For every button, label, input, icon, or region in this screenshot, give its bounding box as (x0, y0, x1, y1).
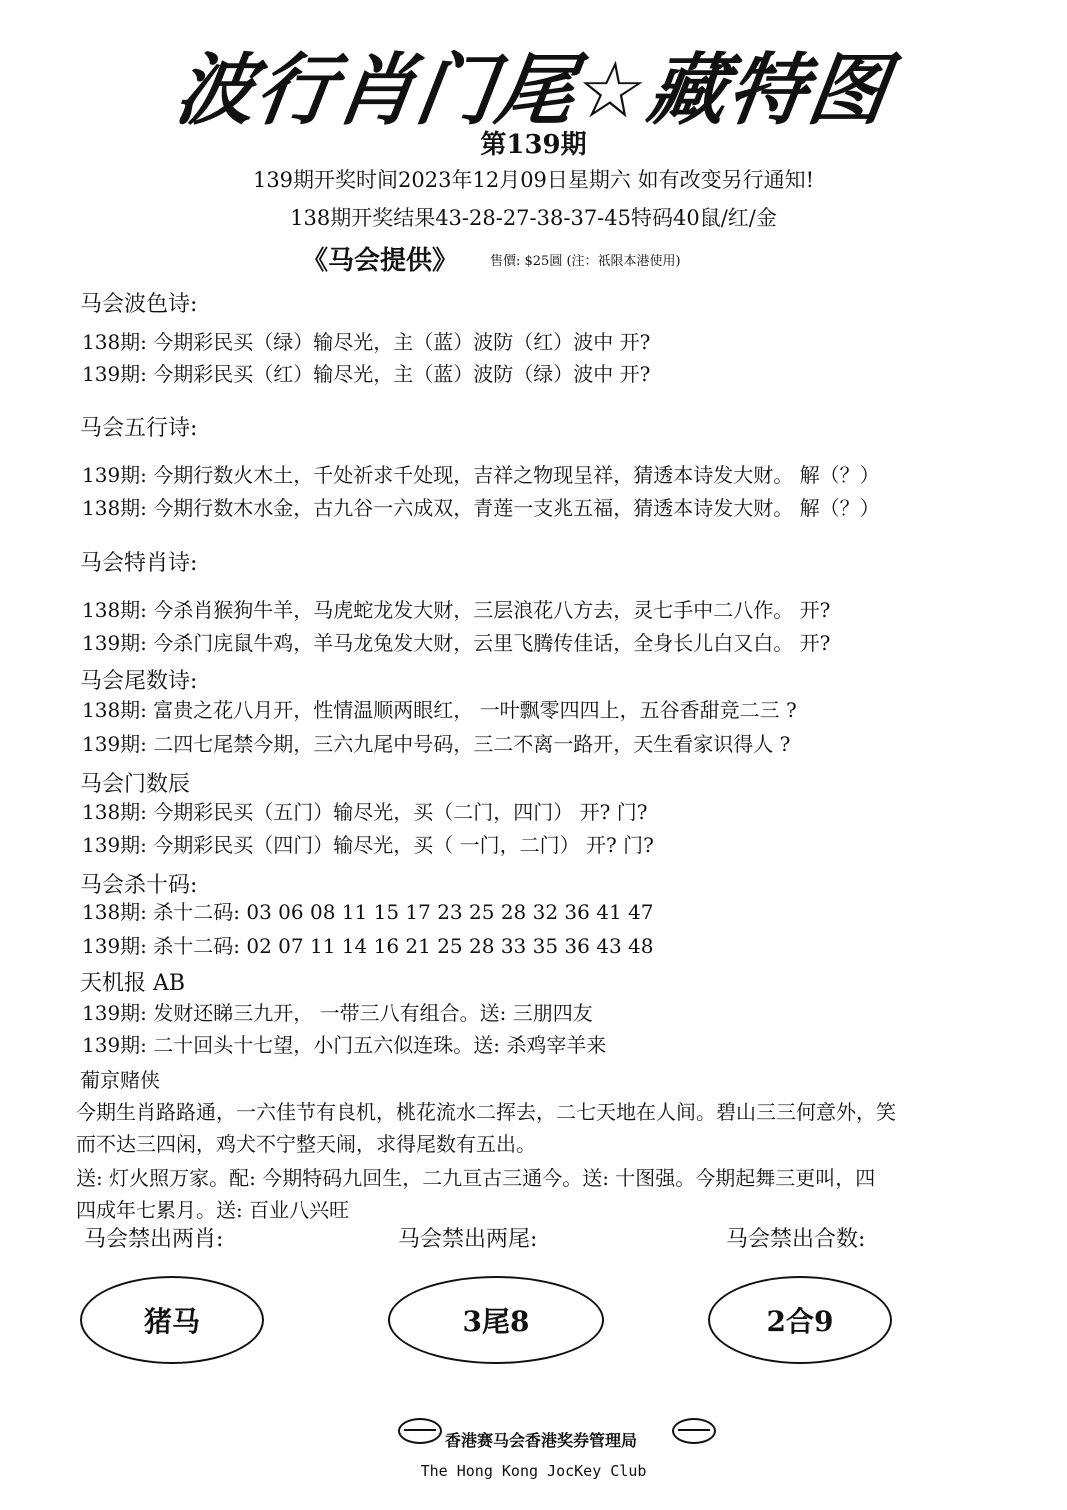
kill-code-line: 138期: 杀十二码: 03 06 08 11 15 17 23 25 28 32 36 41 47 (82, 900, 654, 924)
section-title: 马会尾数诗: (80, 669, 198, 694)
draw-time: 139期开奖时间2023年12月09日星期六 如有改变另行通知! (252, 168, 815, 192)
poem-line: 139期: 二十回头十七望，小门五六似连珠。送: 杀鸡宰羊来 (82, 1033, 607, 1057)
ban-sum-label: 马会禁出合数: (726, 1227, 866, 1252)
section-title: 葡京赌侠 (80, 1068, 160, 1092)
jockey-club-logo-icon (672, 1418, 716, 1444)
section-title: 马会杀十码: (80, 873, 198, 898)
poem-line: 138期: 今期彩民买（绿）输尽光，主（蓝）波防（红）波中 开? (82, 330, 651, 354)
poem-line: 138期: 今期行数木水金，古九谷一六成双，青莲一支兆五福，猜透本诗发大财。 解（？） (82, 496, 880, 520)
poem-line: 139期: 二四七尾禁今期，三六九尾中号码，三二不离一路开，天生看家识得人 ? (82, 732, 791, 756)
poem-line: 139期: 今期彩民买（红）输尽光，主（蓝）波防（绿）波中 开? (82, 362, 651, 386)
poem-line: 138期: 今杀肖猴狗牛羊，马虎蛇龙发大财，三层浪花八方去，灵七手中二八作。 开? (82, 598, 831, 622)
last-result: 138期开奖结果43-28-27-38-37-45特码40鼠/红/金 (290, 206, 777, 230)
poem-line: 138期: 今期彩民买（五门）输尽光，买（二门，四门） 开? 门? (82, 800, 648, 824)
section-title: 马会五行诗: (80, 416, 198, 441)
footer-org-en: The Hong Kong JocKey Club (420, 1462, 647, 1480)
jockey-club-logo-icon (398, 1418, 442, 1444)
ban-sum-value: 2合9 (766, 1305, 834, 1338)
ban-zodiac-label: 马会禁出两肖: (84, 1227, 224, 1252)
provider: 《马会提供》 (302, 246, 459, 276)
issue-number: 第139期 (480, 130, 587, 160)
section-title: 天机报 AB (80, 971, 186, 996)
poem-line: 138期: 富贵之花八月开，性情温顺两眼红， 一叶飘零四四上，五谷香甜竞二三 ? (82, 698, 797, 722)
gambler-line: 四成年七累月。送: 百业八兴旺 (76, 1198, 350, 1222)
poem-line: 139期: 今杀门庑鼠牛鸡，羊马龙兔发大财，云里飞腾传佳话，全身长儿白又白。 开? (82, 631, 831, 655)
kill-code-line: 139期: 杀十二码: 02 07 11 14 16 21 25 28 33 35 36 43 48 (82, 934, 654, 958)
poem-line: 139期: 发财还睇三九开， 一带三八有组合。送: 三朋四友 (82, 1001, 593, 1025)
ban-tail-value: 3尾8 (462, 1305, 530, 1338)
section-title: 马会特肖诗: (80, 551, 198, 576)
footer-org-cn: 香港赛马会香港奖券管理局 (445, 1431, 638, 1450)
ban-zodiac-value: 猪马 (143, 1305, 200, 1338)
ban-tail-label: 马会禁出两尾: (398, 1227, 538, 1252)
gambler-line: 送: 灯火照万家。配: 今期特码九回生，二九亘古三通今。送: 十图强。今期起舞三更叫，四 (76, 1166, 876, 1190)
poem-line: 139期: 今期彩民买（四门）输尽光，买（ 一门，二门） 开? 门? (82, 833, 654, 857)
section-title: 马会门数辰 (80, 772, 191, 797)
price: 售價: $25圓 (注：祇限本港使用) (490, 254, 681, 269)
poem-line: 139期: 今期行数火木土，千处祈求千处现，吉祥之物现呈祥，猜透本诗发大财。 解（？） (82, 463, 880, 487)
gambler-line: 而不达三四闲，鸡犬不宁整天闹，求得尾数有五出。 (76, 1132, 536, 1156)
gambler-line: 今期生肖路路通，一六佳节有良机，桃花流水二挥去，二七天地在人间。碧山三三何意外，笑 (76, 1100, 896, 1124)
section-title: 马会波色诗: (80, 292, 198, 317)
page-title: 波行肖门尾☆藏特图 (170, 46, 895, 136)
